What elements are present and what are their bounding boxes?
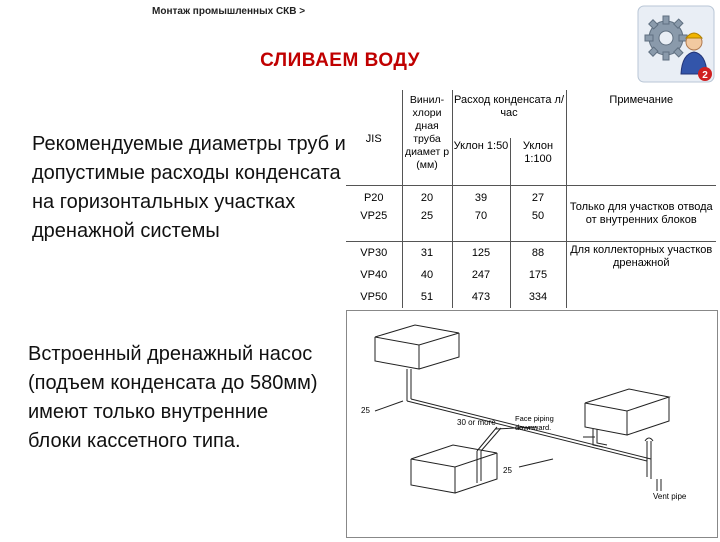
label-25-lower: 25 [503,466,512,475]
cell-jis: P20 [346,186,402,211]
header-slope-50: Уклон 1:50 [452,138,510,186]
header-jis: JIS [365,133,382,145]
cell-slope-50: 125 [452,242,510,265]
logo [636,4,716,84]
cell-pipe: 51 [402,287,452,308]
cell-slope-100: 175 [510,264,566,287]
spec-table [346,90,716,308]
label-vent-pipe: Vent pipe [653,492,687,501]
cell-slope-100: 50 [510,210,566,241]
main-drain-pipe [407,399,651,479]
pump-note-text: Встроенный дренажный насос (подъем конденсата до 580мм) имеют только внутренние блоки кассетного типа. [28,343,318,452]
cell-pipe: 31 [402,242,452,265]
cell-slope-100: 88 [510,242,566,265]
indoor-unit-3 [411,445,497,467]
page-title: СЛИВАЕМ ВОДУ [260,50,420,71]
cell-jis: VP30 [346,242,402,265]
header-flow: Расход конденсата л/час [452,90,566,138]
cell-pipe: 25 [402,210,452,241]
cell-slope-50: 39 [452,186,510,211]
table-row [346,242,716,265]
cell-pipe: 20 [402,186,452,211]
cell-pipe: 40 [402,264,452,287]
breadcrumb[interactable]: Монтаж промышленных СКВ > [152,6,306,17]
indoor-unit-1 [375,325,459,345]
cell-slope-50: 70 [452,210,510,241]
cell-slope-100: 334 [510,287,566,308]
drain-piping-diagram [346,310,718,538]
cell-slope-50: 247 [452,264,510,287]
cell-note-collector: Для коллекторных участков дренажной [566,242,716,308]
header-slope-100: Уклон 1:100 [510,138,566,186]
cell-note-units: Только для участков отвода от внутренних блоков [566,186,716,242]
vent-pipe [657,479,661,491]
cell-slope-100: 27 [510,186,566,211]
table-row [346,186,716,211]
gear-worker-logo-icon [636,4,716,84]
cell-jis: VP25 [360,210,388,223]
label-30-or-more: 30 or more [457,418,496,427]
description-text: Рекомендуемые диаметры труб и допустимые расходы конденсата на горизонтальных участках дренажной системы [32,133,346,242]
logo-badge: 2 [702,70,708,81]
label-facing-downward: Face piping downward. [515,414,554,432]
indoor-unit-2 [585,389,669,411]
cell-jis: VP50 [360,291,388,304]
cell-jis: VP40 [360,269,388,282]
header-pipe-diameter: Винил-хлори дная труба диамет р (мм) [402,90,452,186]
cell-slope-50: 473 [452,287,510,308]
header-note: Примечание [566,90,716,186]
label-25-upper: 25 [361,406,370,415]
